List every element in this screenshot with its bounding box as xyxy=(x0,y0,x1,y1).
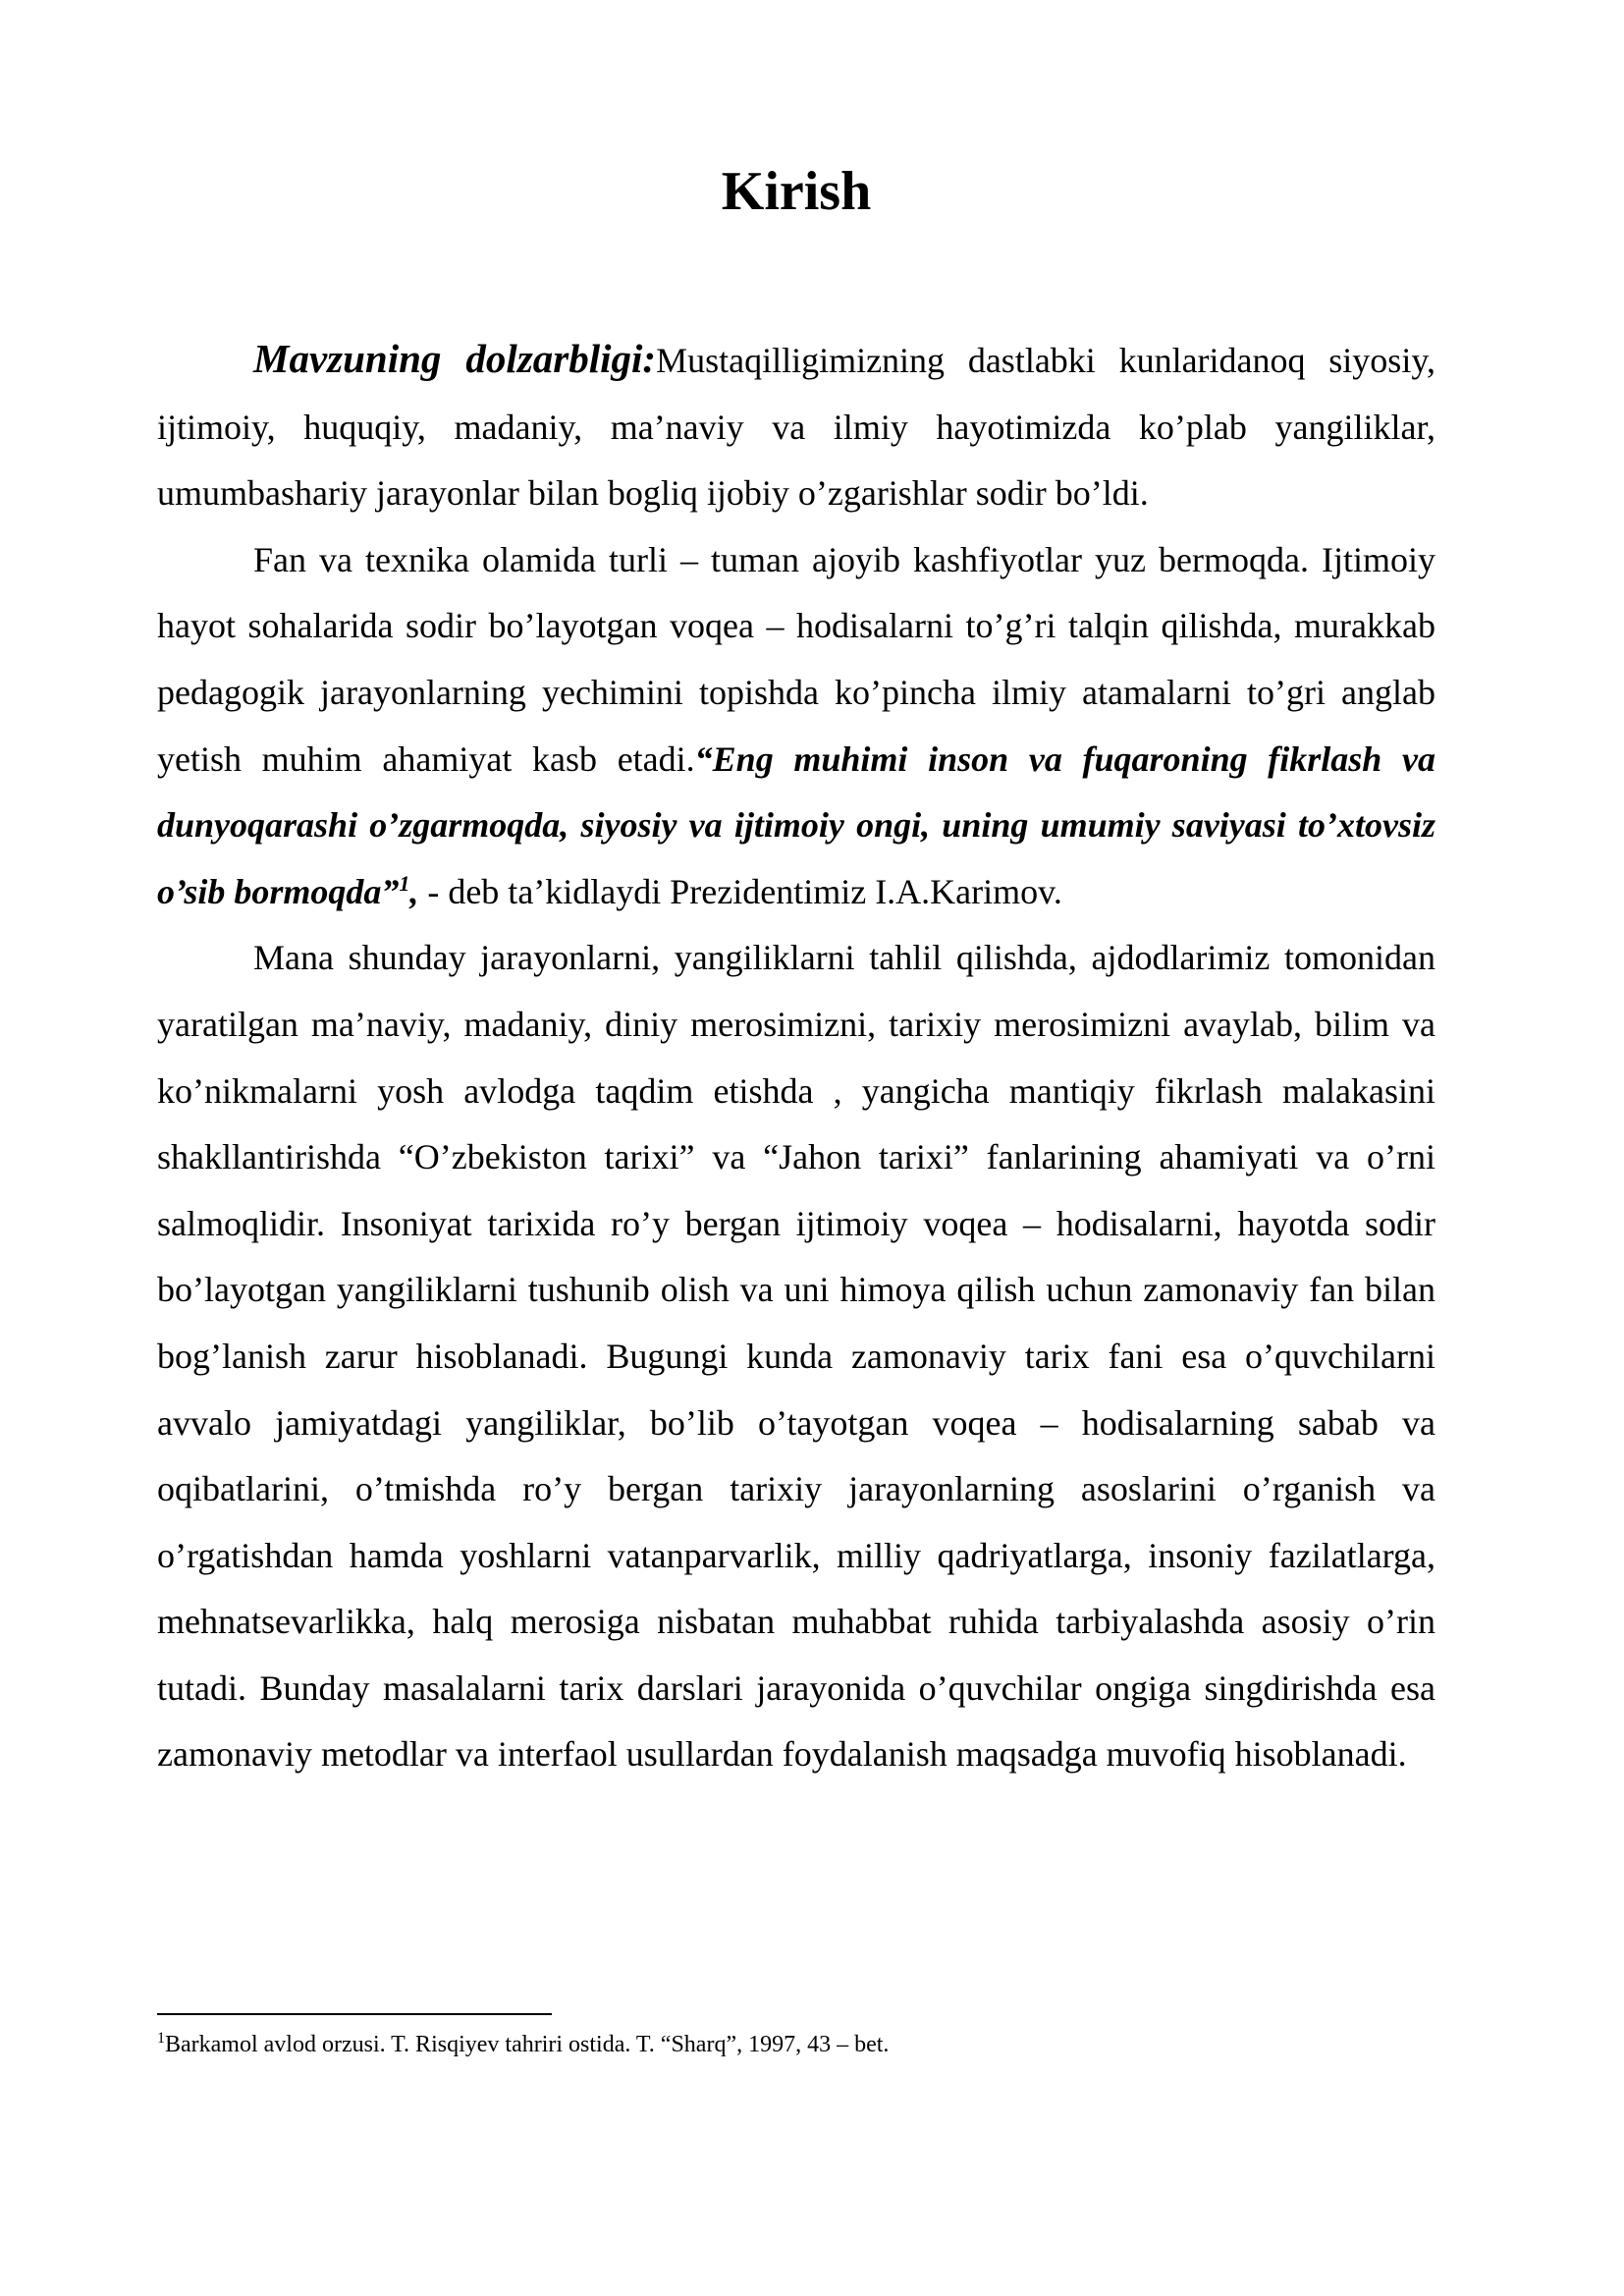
paragraph-history-subjects xyxy=(157,925,1435,1788)
paragraph-relevance xyxy=(157,326,1435,527)
quote-comma: , xyxy=(409,871,419,911)
footnote xyxy=(157,2029,1435,2060)
footnote-number: 1 xyxy=(157,2030,165,2047)
paragraph-text: - deb ta’kidlaydi Prezidentimiz I.A.Karimov. xyxy=(418,871,1062,911)
section-lead-heading: Mavzuning dolzarbligi: xyxy=(253,336,657,381)
body-text xyxy=(157,326,1435,1788)
footnote-text: Barkamol avlod orzusi. T. Risqiyev tahriri ostida. T. “Sharq”, 1997, 43 – bet. xyxy=(165,2032,890,2057)
paragraph-text: Fan va texnika olamida turli – tuman ajoyib kashfiyotlar yuz bermoqda. Ijtimoiy hayot sohalarida sodir bo’layotgan voqea – hodisalarni to’g’ri talqin qilishda, murakkab pedagogik jarayonlarning yechimini topishda ko’pincha ilmiy atamalarni to’gri anglab yetish muhim ahamiyat kasb etadi. xyxy=(157,539,1435,779)
paragraph-text: Mustaqilligimizning dastlabki kunlaridanoq siyosiy, ijtimoiy, huquqiy, madaniy, ma’naviy va ilmiy hayotimizda ko’plab yangiliklar, umumbashariy jarayonlar bilan bogliq ijobiy o’zgarishlar sodir bo’ldi. xyxy=(157,341,1435,514)
document-page xyxy=(157,0,1435,2296)
page-title: Kirish xyxy=(721,161,872,222)
footnote-reference: 1 xyxy=(399,870,410,896)
paragraph-text: Mana shunday jarayonlarni, yangiliklarni tahlil qilishda, ajdodlarimiz tomonidan yaratilgan ma’naviy, madaniy, diniy merosimizni, tarixiy merosimizni avaylab, bilim va ko’nikmalarni yosh avlodga taqdim etishda , yangicha mantiqiy fikrlash malakasini shakllantirishda “O’zbekiston tarixi” va “Jahon tarixi” fanlarining ahamiyati va o’rni salmoqlidir. Insoniyat tarixida ro’y bergan ijtimoiy voqea – hodisalarni, hayotda sodir bo’layotgan yangiliklarni tushunib olish va uni himoya qilish uchun zamonaviy fan bilan bog’lanish zarur hisoblanadi. Bugungi kunda zamonaviy tarix fani esa o’quvchilarni avvalo jamiyatdagi yangiliklar, bo’lib o’tayotgan voqea – hodisalarning sabab va oqibatlarini, o’tmishda ro’y bergan tarixiy jarayonlarning asoslarini o’rganish va o’rgatishdan hamda yoshlarni vatanparvarlik, milliy qadriyatlarga, insoniy fazilatlarga, mehnatsevarlikka, halq merosiga nisbatan muhabbat ruhida tarbiyalashda asosiy o’rin tutadi. Bunday masalalarni tarix darslari jarayonida o’quvchilar ongiga singdirishda esa zamonaviy metodlar va interfaol usullardan foydalanish maqsadga muvofiq hisoblanadi. xyxy=(157,938,1435,1775)
president-quote: “Eng muhimi inson va fuqaroning fikrlash va dunyoqarashi o’zgarmoqda, siyosiy va ijtimoiy ongi, uning umumiy saviyasi to’xtovsiz o’sib bormoqda” xyxy=(157,738,1435,911)
paragraph-discoveries xyxy=(157,527,1435,926)
footnote-separator xyxy=(157,2013,552,2015)
